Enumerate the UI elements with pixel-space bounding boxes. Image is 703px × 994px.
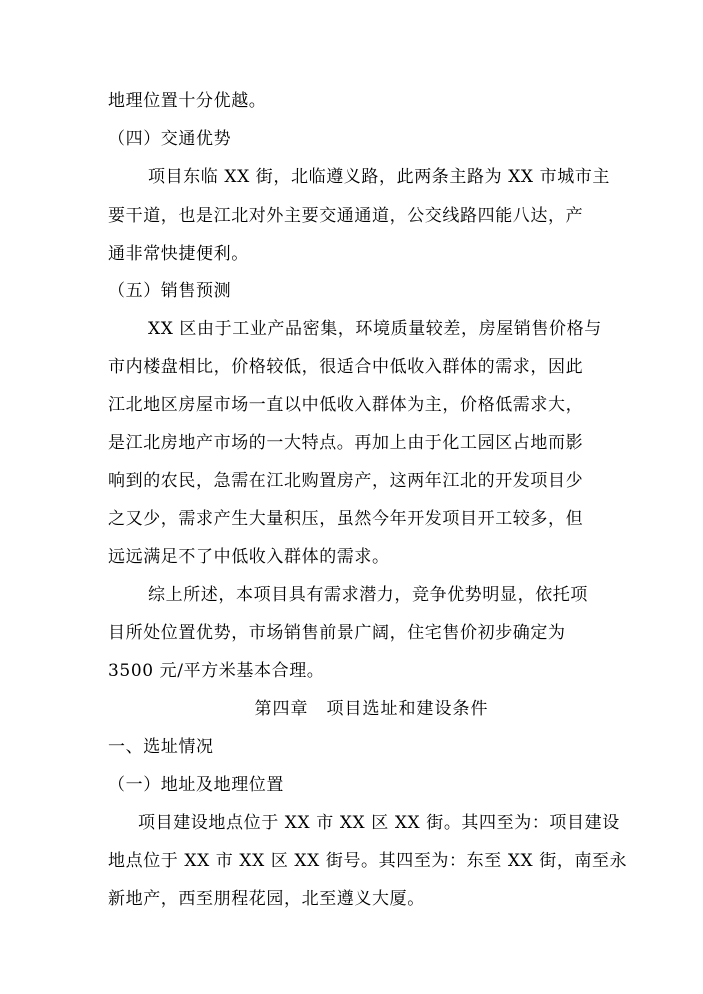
chapter-title: 第四章 项目选址和建设条件 [254,699,489,719]
paragraph-line: 响到的农民，急需在江北购置房产，这两年江北的开发项目少 [108,471,584,491]
section-heading-traffic: （四）交通优势 [108,129,232,149]
paragraph-line: 综上所述，本项目具有需求潜力，竞争优势明显，依托项 [148,585,588,605]
sub-heading-address: （一）地址及地理位置 [108,775,284,795]
paragraph-line: 江北地区房屋市场一直以中低收入群体为主，价格低需求大， [108,395,584,415]
paragraph-line: 远远满足不了中低收入群体的需求。 [108,547,390,567]
paragraph-line: 项目建设地点位于 XX 市 XX 区 XX 街。其四至为：项目建设 [138,813,620,833]
section-heading-sales: （五）销售预测 [108,281,232,301]
paragraph-line: 地点位于 XX 市 XX 区 XX 街号。其四至为：东至 XX 街，南至永 [108,851,628,871]
paragraph-line: XX 区由于工业产品密集，环境质量较差，房屋销售价格与 [148,319,602,339]
paragraph-line: 3500 元/平方米基本合理。 [108,661,325,681]
paragraph-line: 是江北房地产市场的一大特点。再加上由于化工园区占地而影 [108,433,584,453]
paragraph-line: 要干道，也是江北对外主要交通通道，公交线路四能八达，产 [108,206,584,226]
paragraph-line: 新地产，西至朋程花园，北至遵义大厦。 [108,889,425,909]
paragraph-line: 市内楼盘相比，价格较低，很适合中低收入群体的需求，因此 [108,357,584,377]
paragraph-line: 地理位置十分优越。 [108,91,267,111]
section-heading-site: 一、选址情况 [108,737,214,757]
paragraph-line: 目所处位置优势，市场销售前景广阔，住宅售价初步确定为 [108,623,566,643]
paragraph-line: 之又少，需求产生大量积压，虽然今年开发项目开工较多，但 [108,509,584,529]
paragraph-line: 项目东临 XX 街，北临遵义路，此两条主路为 XX 市城市主 [148,167,611,187]
paragraph-line: 通非常快捷便利。 [108,244,249,264]
